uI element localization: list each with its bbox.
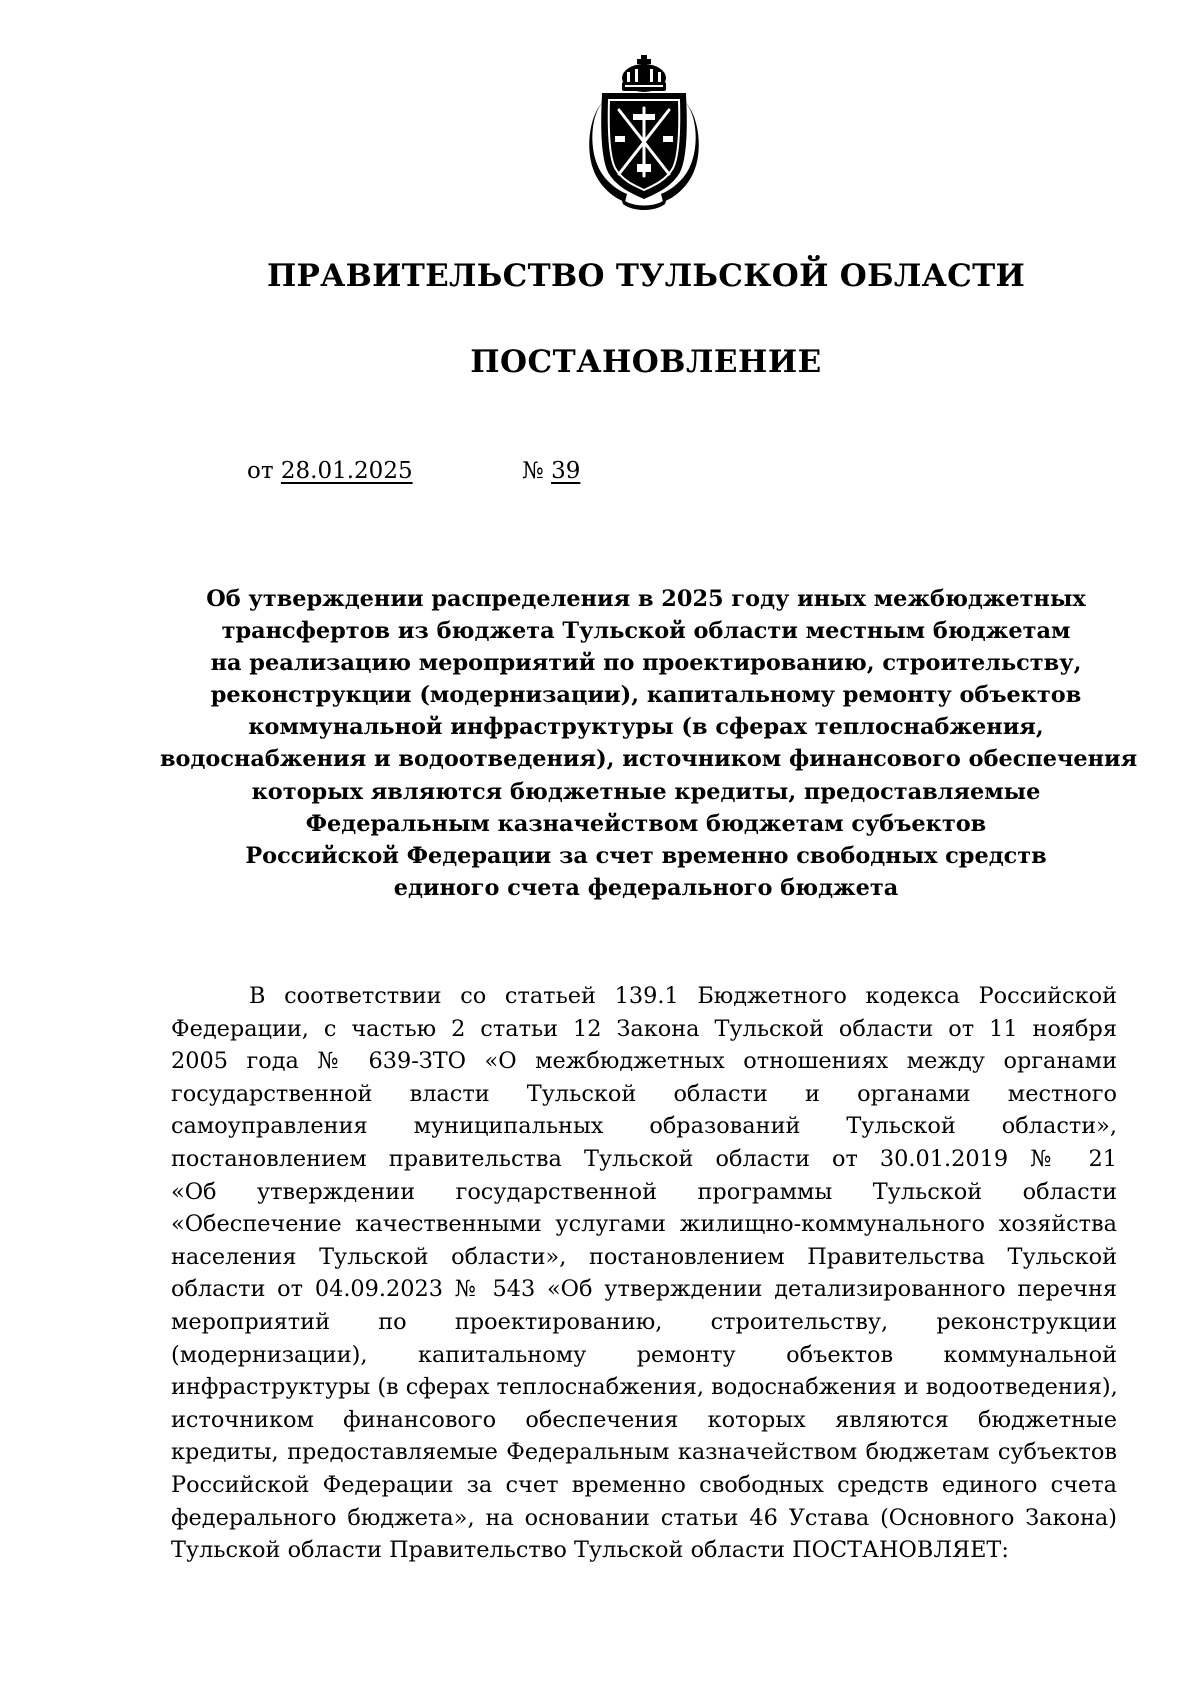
body-line: 2005 года № 639-ЗТО «О межбюджетных отношениях между органами	[171, 1048, 1117, 1075]
document-date-line	[247, 458, 413, 484]
body-line: Тульской области Правительство Тульской области ПОСТАНОВЛЯЕТ:	[171, 1537, 1009, 1564]
date-prefix: от	[247, 458, 274, 484]
document-number-line	[522, 458, 580, 484]
document-type-heading: ПОСТАНОВЛЕНИЕ	[470, 344, 822, 380]
body-line: (модернизации), капитальному ремонту объектов коммунальной	[171, 1341, 1117, 1368]
body-line: самоуправления муниципальных образований Тульской области»,	[171, 1113, 1117, 1140]
number-prefix: №	[522, 458, 544, 484]
body-line: постановлением правительства Тульской области от 30.01.2019 № 21	[171, 1145, 1117, 1172]
body-line: «Об утверждении государственной программы Тульской области	[171, 1178, 1117, 1205]
subject-line: реконструкции (модернизации), капитальному ремонту объектов	[210, 682, 1082, 709]
subject-line: единого счета федерального бюджета	[393, 874, 899, 901]
subject-line: трансфертов из бюджета Тульской области местным бюджетам	[221, 618, 1071, 645]
body-line: В соответствии со статьей 139.1 Бюджетного кодекса Российской	[249, 983, 1117, 1009]
body-line: инфраструктуры (в сферах теплоснабжения, водоснабжения и водоотведения),	[171, 1374, 1118, 1401]
body-line: области от 04.09.2023 № 543 «Об утверждении детализированного перечня	[171, 1276, 1117, 1303]
body-line: источником финансового обеспечения которых являются бюджетные	[171, 1406, 1117, 1433]
subject-line: Федеральным казначейством бюджетам субъектов	[305, 810, 987, 837]
document-number: 39	[551, 458, 581, 484]
body-line: мероприятий по проектированию, строительству, реконструкции	[171, 1308, 1117, 1335]
body-line: государственной власти Тульской области и органами местного	[171, 1080, 1117, 1107]
document-subject	[160, 583, 1138, 904]
government-title: ПРАВИТЕЛЬСТВО ТУЛЬСКОЙ ОБЛАСТИ	[266, 258, 1026, 294]
body-line: федерального бюджета», на основании статьи 46 Устава (Основного Закона)	[171, 1504, 1117, 1531]
body-line: Федерации, с частью 2 статьи 12 Закона Тульской области от 11 ноября	[171, 1015, 1117, 1042]
subject-line: на реализацию мероприятий по проектированию, строительству,	[210, 650, 1082, 677]
body-line: населения Тульской области», постановлением Правительства Тульской	[171, 1243, 1117, 1270]
body-line: «Обеспечение качественными услугами жилищно-коммунального хозяйства	[171, 1211, 1117, 1238]
document-date: 28.01.2025	[280, 458, 413, 484]
tula-oblast-coat-of-arms-icon	[587, 52, 701, 212]
preamble-paragraph	[171, 980, 1117, 1567]
body-line: Российской Федерации за счет временно свободных средств единого счета	[171, 1471, 1117, 1498]
subject-line: Российской Федерации за счет временно свободных средств	[245, 842, 1047, 869]
subject-line: Об утверждении распределения в 2025 году иных межбюджетных	[206, 586, 1086, 612]
subject-line: которых являются бюджетные кредиты, предоставляемые	[251, 778, 1041, 805]
subject-line: коммунальной инфраструктуры (в сферах теплоснабжения,	[248, 714, 1044, 741]
subject-line: водоснабжения и водоотведения), источником финансового обеспечения	[160, 746, 1138, 773]
body-line: кредиты, предоставляемые Федеральным казначейством бюджетам субъектов	[171, 1439, 1117, 1466]
